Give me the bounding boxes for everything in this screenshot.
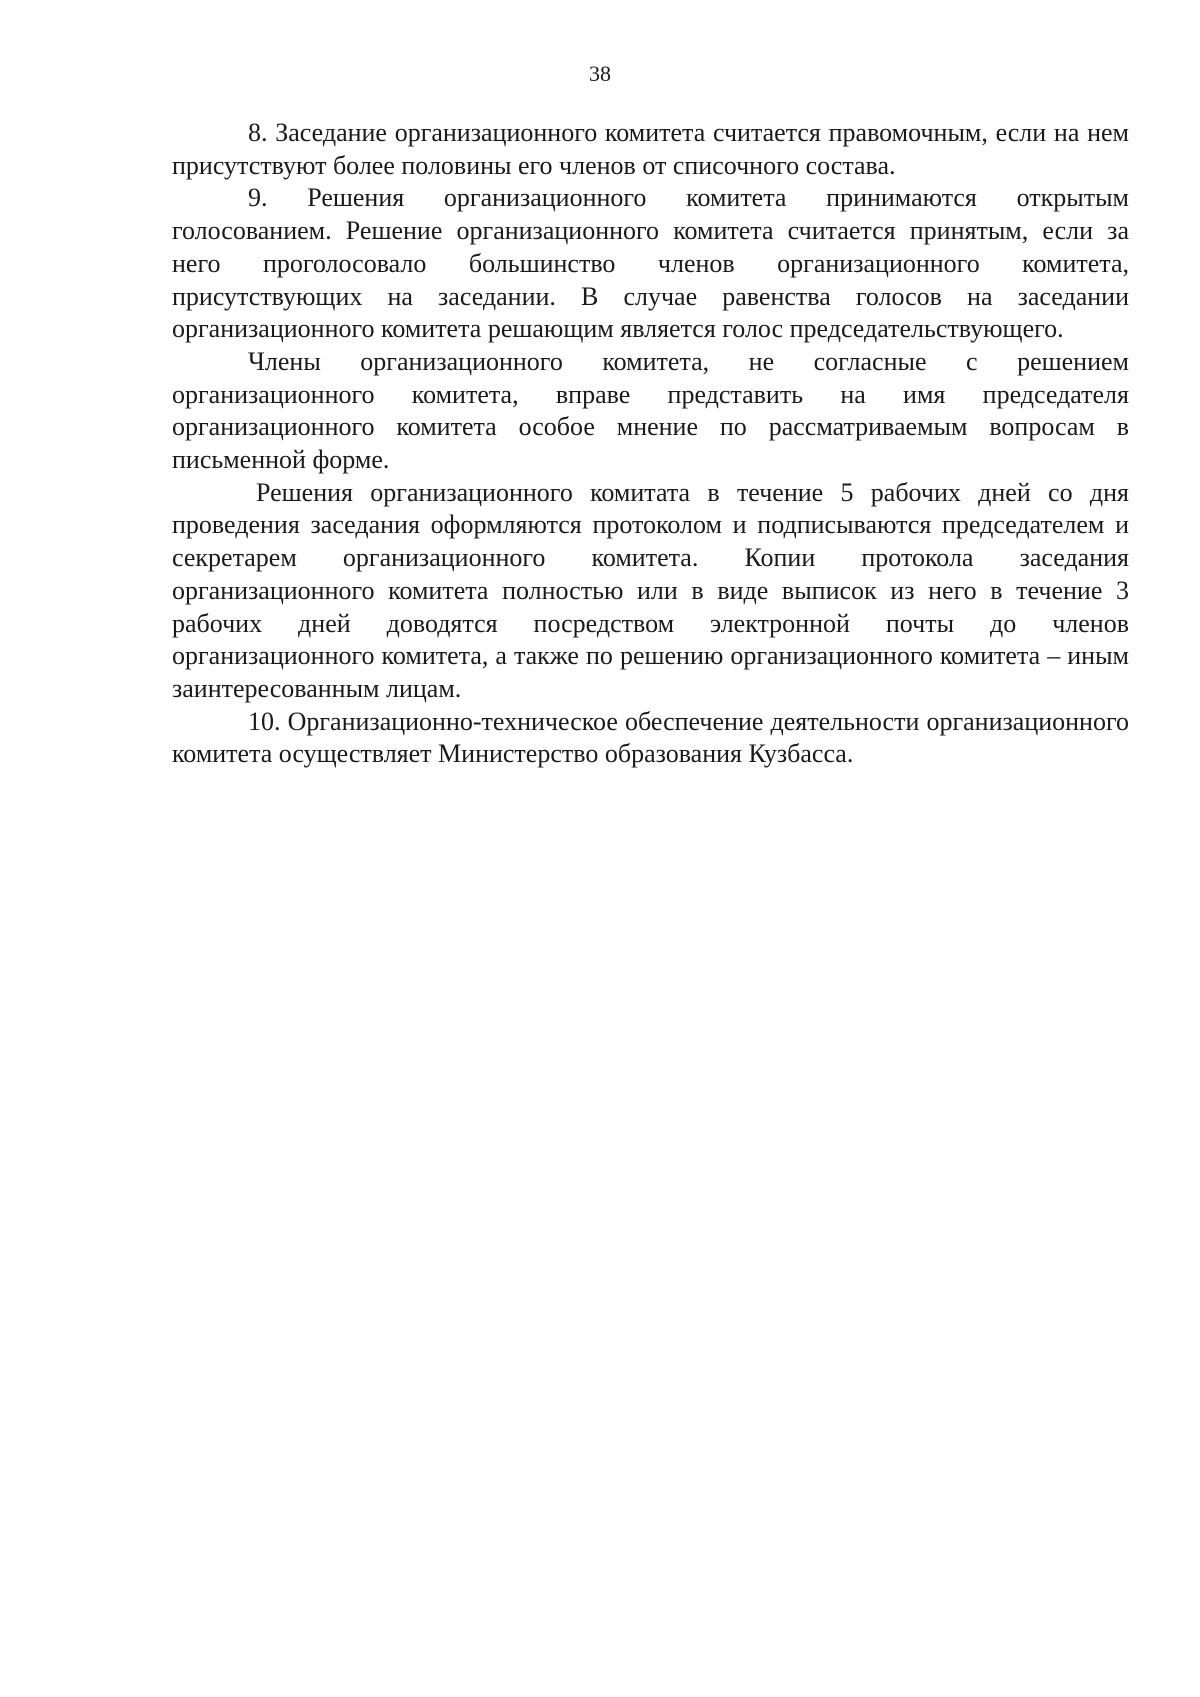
document-body [172, 117, 1129, 771]
page-number: 38 [589, 61, 611, 86]
paragraph-item-10: 10. Организационно-техническое обеспечение деятельности организационного комитета осуществляет Министерство образования Кузбасса. [172, 706, 1129, 769]
paragraph-dissenting-opinion: Члены организационного комитета, не согласные с решением организационного комитета, вправе представить на имя председателя организационного комитета особое мнение по рассматриваемым вопросам в письменной форме. [172, 346, 1129, 475]
paragraph-protocol: Решения организационного комитата в течение 5 рабочих дней со дня проведения заседания оформляются протоколом и подписываются председателем и секретарем организационного комитета. Копии протокола заседания организационного комитета полностью или в виде выписок из него в течение 3 рабочих дней доводятся посредством электронной почты до членов организационного комитета, а также по решению организационного комитета – иным заинтересованным лицам. [172, 477, 1129, 703]
paragraph-item-9: 9. Решения организационного комитета принимаются открытым голосованием. Решение организационного комитета считается принятым, если за него проголосовало большинство членов организационного комитета, присутствующих на заседании. В случае равенства голосов на заседании организационного комитета решающим является голос председательствующего. [172, 183, 1129, 344]
paragraph-item-8: 8. Заседание организационного комитета считается правомочным, если на нем присутствуют более половины его членов от списочного состава. [172, 118, 1129, 180]
